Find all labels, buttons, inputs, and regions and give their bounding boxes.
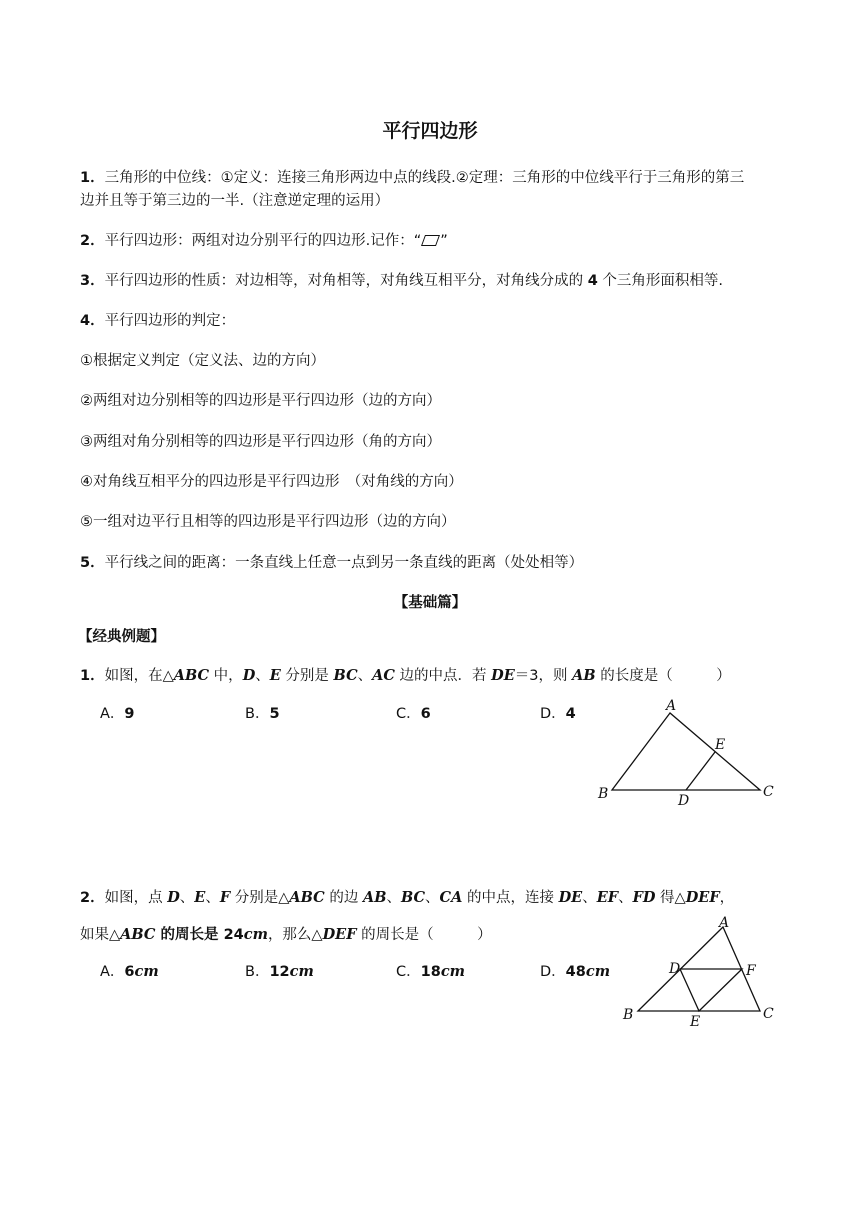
- q2-label-e: E: [690, 1014, 701, 1030]
- q2-sep: 、: [425, 890, 440, 906]
- q2-text-9: ，那么△: [267, 927, 323, 943]
- point-3-count: 4: [587, 273, 598, 289]
- q2-sep: 、: [179, 890, 195, 906]
- q2-text-3: 的边: [324, 890, 363, 906]
- q2-number: 2．: [80, 890, 105, 906]
- q1-text-8: 的长度是（ ）: [595, 668, 731, 684]
- q1-label-b: B: [598, 786, 609, 802]
- q1-text-7: ＝3，则: [514, 668, 573, 684]
- q1-option-b[interactable]: [245, 702, 280, 723]
- q2-text-6: ，: [719, 890, 735, 906]
- q1-text-1: 如图，在△: [104, 668, 174, 684]
- q2-text-7: 如果△: [80, 927, 121, 943]
- criterion-5: ⑤一组对边平行且相等的四边形是平行四边形（边的方向）: [80, 514, 456, 530]
- option-label: A．: [100, 706, 125, 722]
- q1-label-e: E: [715, 737, 726, 753]
- q2-abc: ABC: [289, 889, 325, 906]
- q1-triangle-abc: [612, 713, 760, 790]
- q1-text-2: 中，: [209, 668, 243, 684]
- criterion-2: ②两组对边分别相等的四边形是平行四边形（边的方向）: [80, 393, 441, 409]
- option-label: C．: [396, 706, 421, 722]
- q2-d: D: [167, 889, 180, 906]
- q2-sep: 、: [618, 890, 633, 906]
- page-title: 平行四边形: [382, 120, 478, 142]
- option-value: 12: [269, 964, 290, 980]
- point-2: [80, 229, 448, 250]
- point-5-number: 5．: [80, 555, 105, 571]
- q1-text-5: 、: [357, 668, 373, 684]
- q1-number: 1．: [80, 668, 105, 684]
- q2-text-8: 的周长是 24: [155, 927, 244, 943]
- q2-fd: FD: [632, 889, 656, 906]
- q2-e: E: [194, 889, 206, 906]
- section-title: 【基础篇】: [393, 595, 467, 611]
- q2-option-b[interactable]: [245, 960, 314, 981]
- q1-ab: AB: [572, 667, 596, 684]
- q2-ab: AB: [362, 889, 387, 906]
- point-3-text-a: 平行四边形的性质：对边相等，对角相等，对角线互相平分，对角线分成的: [104, 273, 588, 289]
- q2-text-1: 如图，点: [104, 890, 168, 906]
- q1-triangle-figure: [590, 695, 790, 815]
- q2-label-a: A: [719, 915, 730, 931]
- q1-d: D: [242, 667, 256, 684]
- subsection-title: 【经典例题】: [78, 629, 165, 645]
- option-label: B．: [245, 706, 270, 722]
- q2-text-10: 的周长是（ ）: [356, 927, 492, 943]
- question-2: [80, 886, 734, 907]
- parallelogram-symbol-icon: [421, 235, 440, 246]
- q2-triangle-def: [680, 969, 742, 1011]
- option-label: B．: [245, 964, 270, 980]
- point-5: [80, 551, 583, 572]
- option-unit: cm: [585, 963, 611, 980]
- q1-label-a: A: [666, 698, 677, 714]
- q1-label-d: D: [678, 793, 690, 809]
- q1-option-a[interactable]: [100, 702, 135, 723]
- point-4-text: 平行四边形的判定：: [104, 313, 236, 329]
- point-3-number: 3．: [80, 273, 105, 289]
- q2-option-a[interactable]: [100, 960, 159, 981]
- q1-text-3: 、: [255, 668, 270, 684]
- option-label: D．: [540, 706, 566, 722]
- q1-bc: BC: [333, 667, 358, 684]
- q1-segment-de: [686, 752, 715, 790]
- point-4: [80, 309, 235, 330]
- question-2-continued: [80, 923, 492, 944]
- q2-label-c: C: [763, 1006, 774, 1022]
- option-value: 18: [420, 964, 441, 980]
- point-1-text: 三角形的中位线：①定义：连接三角形两边中点的线段.②定理：三角形的中位线平行于三角形的第三: [104, 170, 745, 186]
- point-3-text-b: 个三角形面积相等.: [597, 273, 724, 289]
- option-unit: cm: [134, 963, 159, 980]
- q2-bc: BC: [400, 889, 426, 906]
- point-2-number: 2．: [80, 233, 105, 249]
- criterion-1: ①根据定义判定（定义法、边的方向）: [80, 353, 325, 369]
- q2-option-c[interactable]: [396, 960, 465, 981]
- point-2-quote-close: ”: [440, 233, 448, 249]
- point-1-number: 1．: [80, 170, 105, 186]
- q2-f: F: [219, 889, 231, 906]
- criterion-3: ③两组对角分别相等的四边形是平行四边形（角的方向）: [80, 434, 441, 450]
- q1-de: DE: [491, 667, 515, 684]
- option-value: 48: [565, 964, 586, 980]
- q2-def: DEF: [685, 889, 720, 906]
- q2-text-2: 分别是△: [230, 890, 290, 906]
- q2-sep: 、: [386, 890, 401, 906]
- q2-abc: ABC: [120, 926, 156, 943]
- point-4-number: 4．: [80, 313, 105, 329]
- option-label: C．: [396, 964, 421, 980]
- q2-label-b: B: [623, 1007, 634, 1023]
- q2-unit: cm: [243, 926, 268, 943]
- q2-ef: EF: [596, 889, 619, 906]
- q1-ac: AC: [372, 667, 395, 684]
- q1-label-c: C: [763, 784, 774, 800]
- option-value: 4: [565, 706, 576, 722]
- q1-option-c[interactable]: [396, 702, 431, 723]
- q2-option-d[interactable]: [540, 960, 610, 981]
- option-value: 9: [124, 706, 135, 722]
- point-2-text: 平行四边形：两组对边分别平行的四边形.记作：“: [104, 233, 422, 249]
- option-value: 6: [420, 706, 431, 722]
- q2-ca: CA: [439, 889, 463, 906]
- q2-sep: 、: [582, 890, 597, 906]
- option-label: A．: [100, 964, 125, 980]
- q1-text-4: 分别是: [280, 668, 334, 684]
- q1-text-6: 边的中点．若: [394, 668, 492, 684]
- q2-de: DE: [558, 889, 583, 906]
- point-1-continued: 边并且等于第三边的一半.（注意逆定理的运用）: [80, 193, 390, 209]
- criterion-4: ④对角线互相平分的四边形是平行四边形 （对角线的方向）: [80, 474, 463, 490]
- point-3: [80, 269, 723, 290]
- q1-abc: ABC: [173, 667, 210, 684]
- q2-label-f: F: [746, 963, 756, 979]
- q2-def: DEF: [322, 926, 357, 943]
- q2-text-5: 得△: [655, 890, 686, 906]
- option-unit: cm: [289, 963, 314, 980]
- point-1: [80, 166, 744, 187]
- q2-label-d: D: [669, 961, 681, 977]
- point-5-text: 平行线之间的距离：一条直线上任意一点到另一条直线的距离（处处相等）: [104, 555, 584, 571]
- q2-triangle-figure: [615, 915, 785, 1035]
- question-1: [80, 664, 731, 685]
- option-label: D．: [540, 964, 566, 980]
- q1-option-d[interactable]: [540, 702, 576, 723]
- q2-sep: 、: [205, 890, 220, 906]
- option-unit: cm: [440, 963, 465, 980]
- q2-text-4: 的中点，连接: [462, 890, 559, 906]
- q1-e: E: [269, 667, 281, 684]
- option-value: 5: [269, 706, 280, 722]
- option-value: 6: [124, 964, 135, 980]
